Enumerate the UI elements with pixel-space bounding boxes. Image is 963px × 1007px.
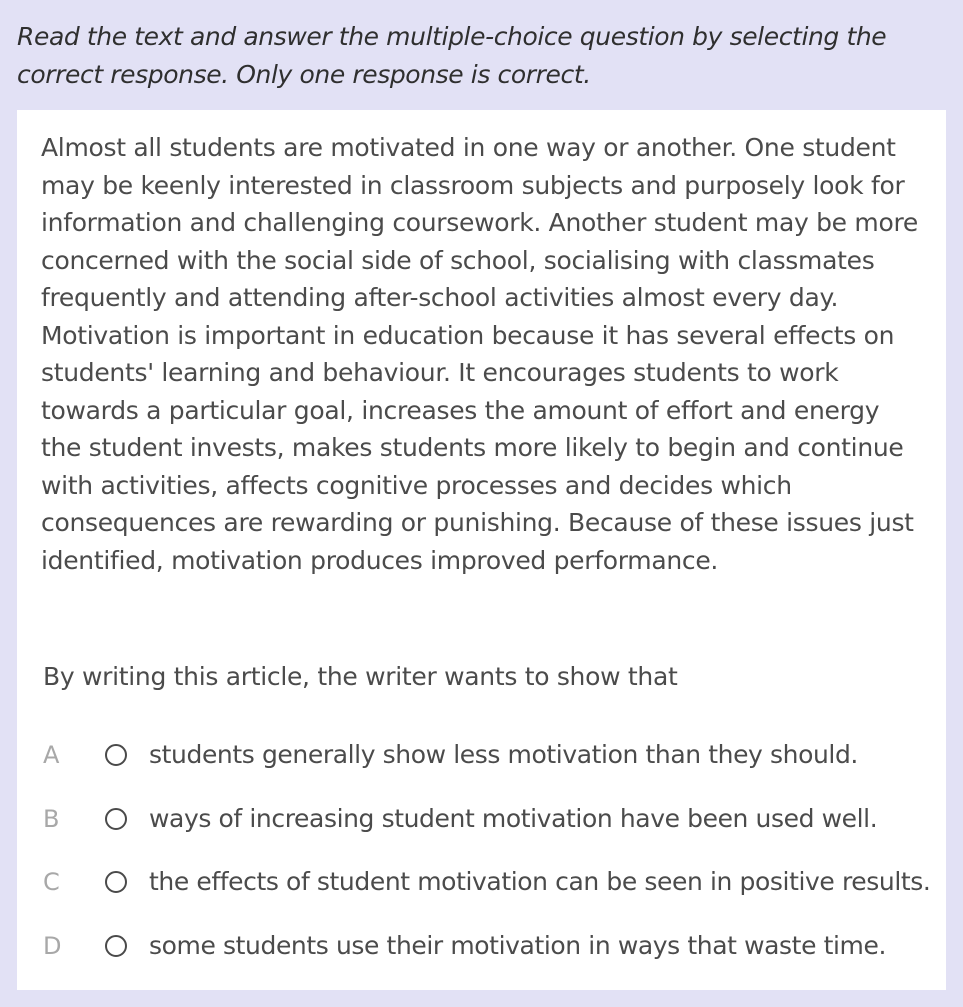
radio-button-icon[interactable]: [105, 871, 127, 893]
radio-button-icon[interactable]: [105, 935, 127, 957]
question-card: [17, 110, 946, 990]
radio-button-icon[interactable]: [105, 744, 127, 766]
answer-options: [17, 737, 946, 991]
radio-button-icon[interactable]: [105, 808, 127, 830]
option-text[interactable]: some students use their motivation in ways that waste time.: [149, 930, 887, 960]
option-b[interactable]: [17, 801, 946, 865]
option-text[interactable]: the effects of student motivation can be seen in positive results.: [149, 867, 931, 896]
option-text[interactable]: ways of increasing student motivation have been used well.: [149, 803, 878, 833]
option-text[interactable]: students generally show less motivation than they should.: [149, 740, 858, 769]
option-letter: A: [43, 741, 60, 769]
instructions-text: Read the text and answer the multiple-choice question by selecting the correct response. Only one response is correct.: [17, 22, 887, 89]
option-c[interactable]: [17, 864, 946, 928]
option-a[interactable]: [17, 737, 946, 801]
option-d[interactable]: [17, 928, 946, 992]
option-letter: C: [43, 868, 60, 896]
reading-passage: Almost all students are motivated in one way or another. One student may be keenly interested in classroom subjects and purposely look for information and challenging coursework. Another student may be more concerned with the social side of school, socialising with classmates frequently and attending after-school activities almost every day. Motivation is important in education because it has several effects on students' learning and behaviour. It encourages students to work towards a particular goal, increases the amount of effort and energy the student invests, makes students more likely to begin and continue with activities, affects cognitive processes and decides which consequences are rewarding or punishing. Because of these issues just identified, motivation produces improved performance.: [41, 133, 918, 575]
option-letter: D: [43, 931, 62, 960]
option-letter: B: [43, 804, 60, 833]
question-stem: By writing this article, the writer wants to show that: [43, 662, 678, 691]
